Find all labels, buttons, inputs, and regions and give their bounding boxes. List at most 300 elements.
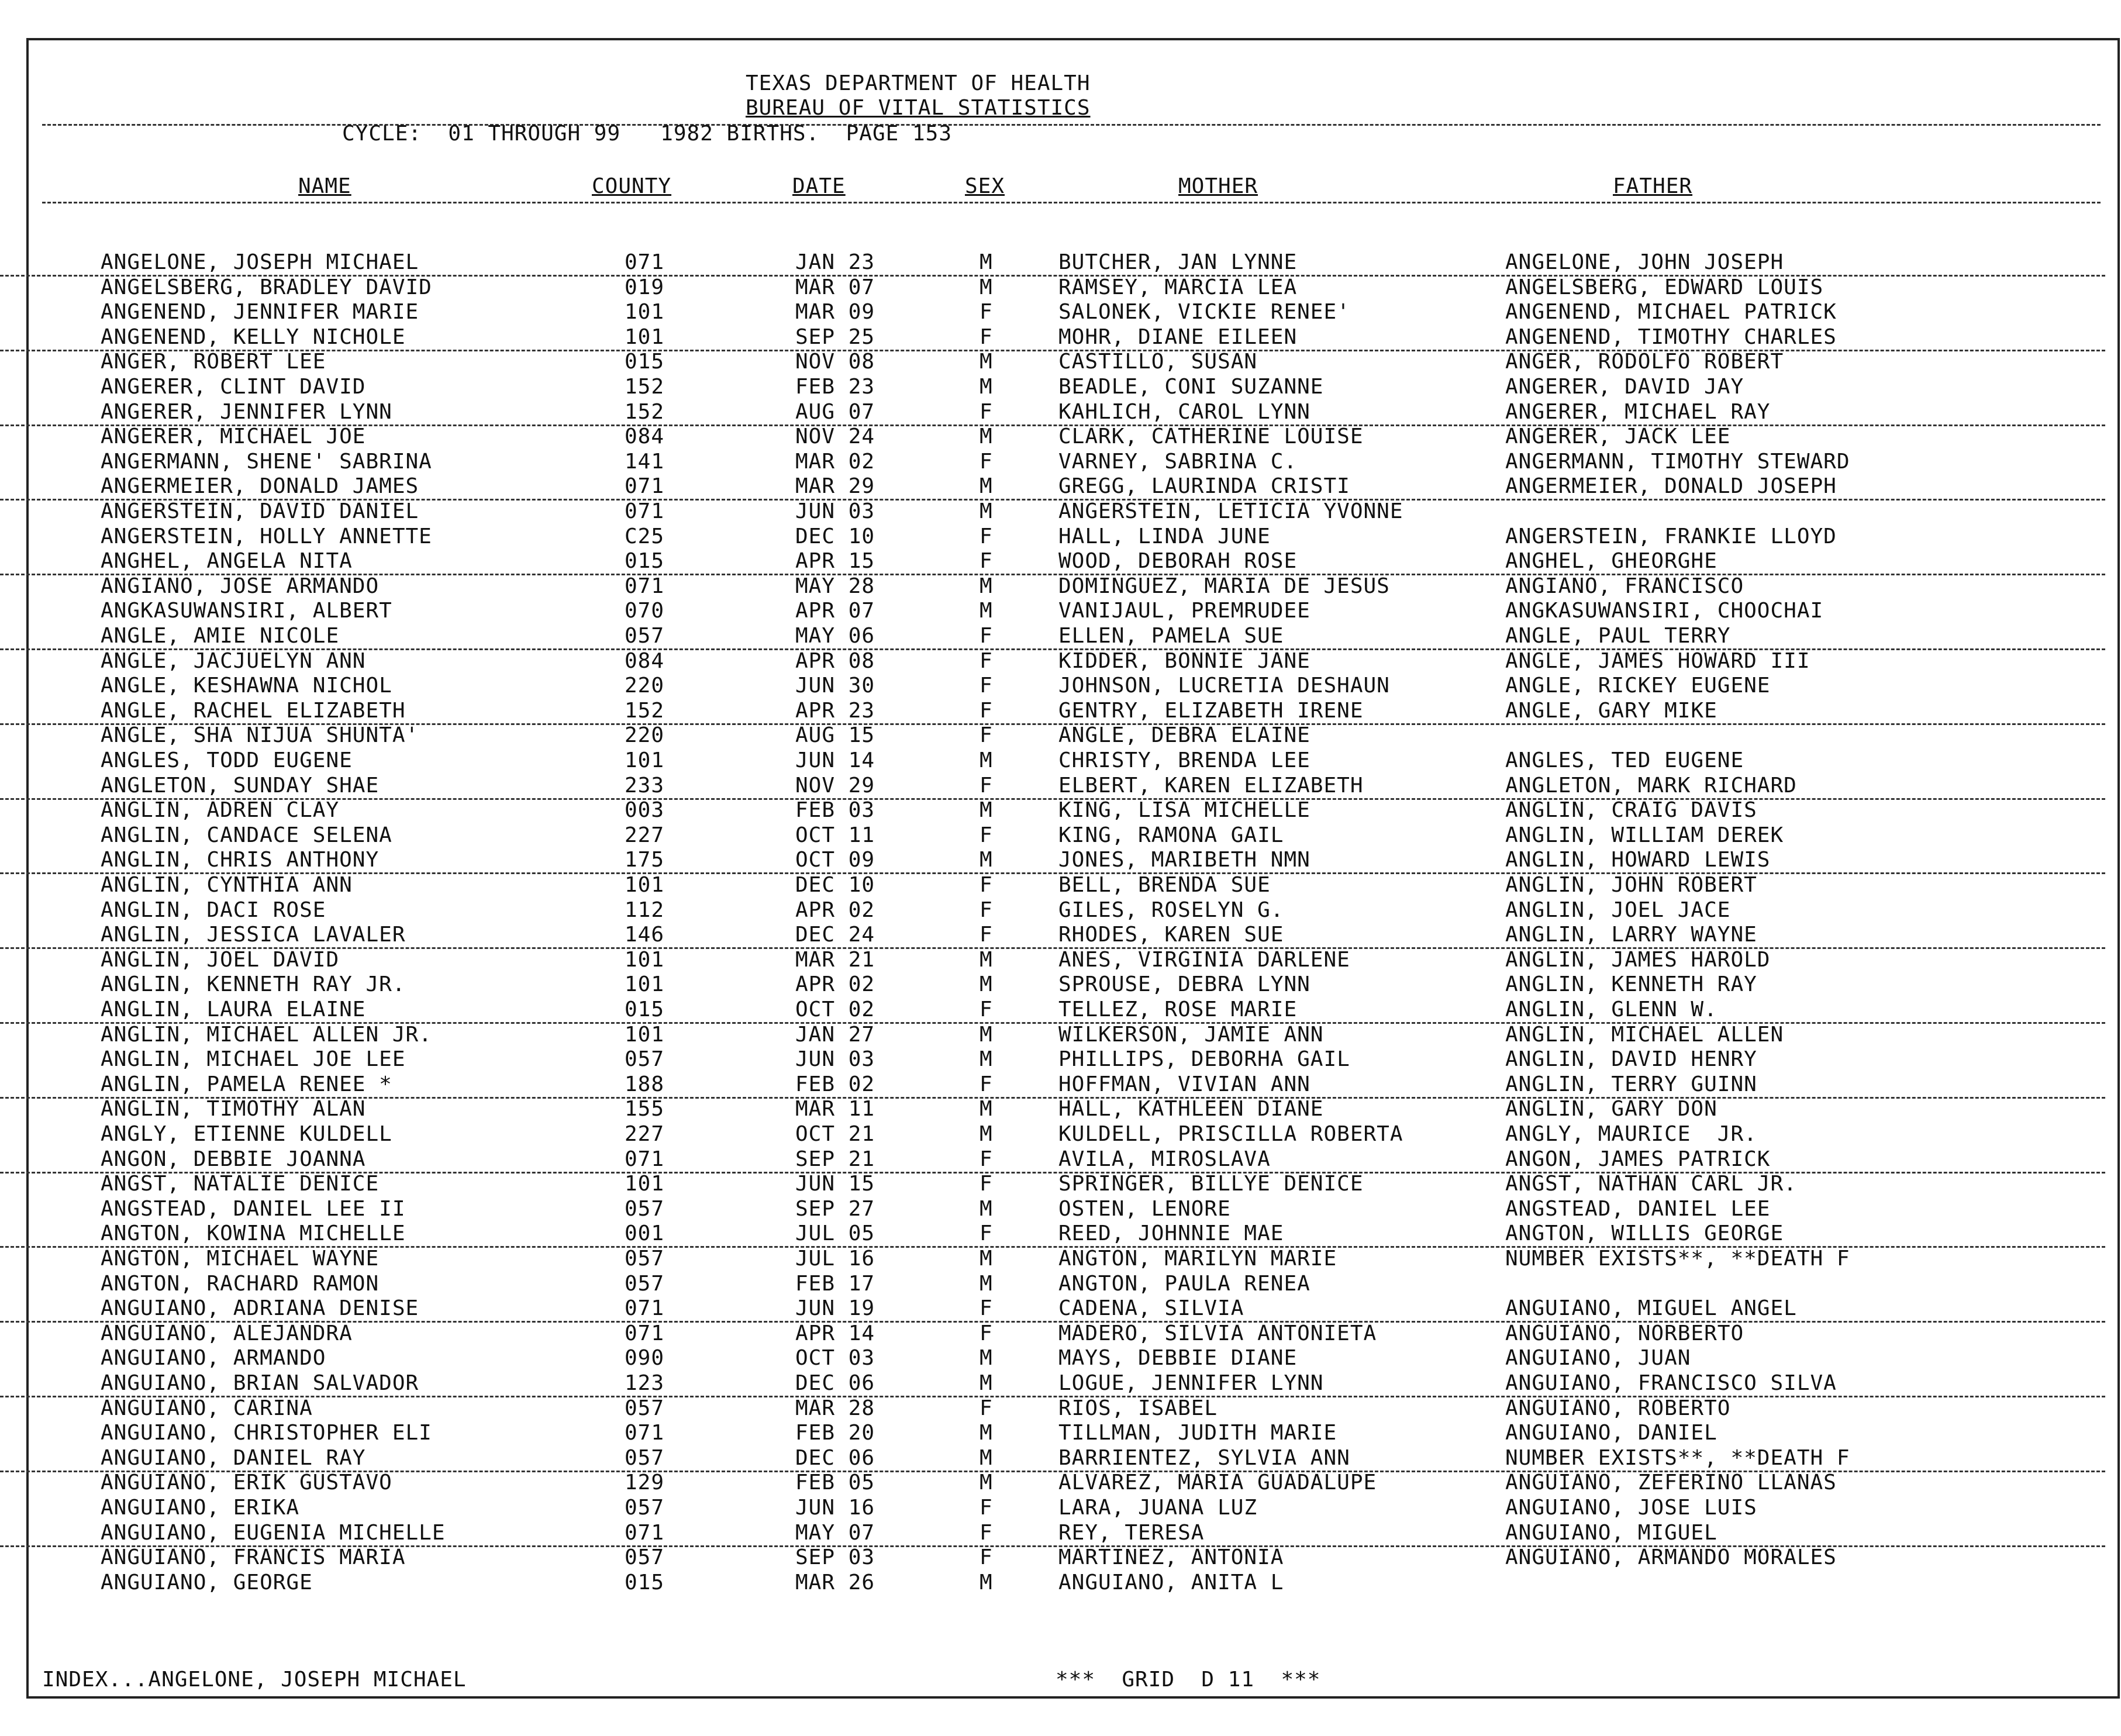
cell-county: 057 <box>625 1396 665 1420</box>
cell-sex: F <box>980 450 993 474</box>
table-row <box>0 1396 2105 1421</box>
cell-father: ANGLIN, WILLIAM DEREK <box>1505 823 1784 847</box>
cell-county: 220 <box>625 723 665 747</box>
cell-county: 101 <box>625 748 665 772</box>
cell-name: ANGUIANO, EUGENIA MICHELLE <box>101 1521 446 1545</box>
cell-name: ANGUIANO, FRANCIS MARIA <box>101 1545 406 1569</box>
cell-sex: F <box>980 923 993 947</box>
table-row <box>0 1147 2105 1174</box>
cell-date: OCT 09 <box>795 848 875 872</box>
table-row <box>0 748 2105 773</box>
cell-mother: MARTINEZ, ANTONIA <box>1058 1545 1284 1569</box>
cell-date: APR 02 <box>795 898 875 922</box>
table-row <box>0 375 2105 399</box>
cell-father: ANGELSBERG, EDWARD LOUIS <box>1505 275 1824 299</box>
cell-date: NOV 08 <box>795 350 875 374</box>
cell-county: 015 <box>625 1571 665 1595</box>
cell-date: JAN 23 <box>795 250 875 274</box>
cell-mother: RHODES, KAREN SUE <box>1058 923 1284 947</box>
table-row <box>0 823 2105 848</box>
cell-name: ANGLETON, SUNDAY SHAE <box>101 774 380 798</box>
cell-name: ANGERMANN, SHENE' SABRINA <box>101 450 432 474</box>
cell-mother: VARNEY, SABRINA C. <box>1058 450 1298 474</box>
cell-county: 057 <box>625 1047 665 1071</box>
col-header-county: COUNTY <box>592 174 672 198</box>
cell-mother: AVILA, MIROSLAVA <box>1058 1147 1271 1171</box>
cell-county: 057 <box>625 1197 665 1221</box>
table-row <box>0 1197 2105 1221</box>
cell-county: 188 <box>625 1072 665 1096</box>
cell-date: JUN 30 <box>795 674 875 698</box>
cell-county: 057 <box>625 1247 665 1271</box>
cell-name: ANGUIANO, GEORGE <box>101 1571 313 1595</box>
cell-sex: M <box>980 1421 993 1445</box>
cell-name: ANGLIN, JOEL DAVID <box>101 948 340 972</box>
cell-mother: ELBERT, KAREN ELIZABETH <box>1058 774 1364 798</box>
cell-mother: CADENA, SILVIA <box>1058 1296 1244 1320</box>
cell-sex: F <box>980 998 993 1021</box>
cell-name: ANGLE, SHA NIJUA SHUNTA' <box>101 723 419 747</box>
cell-name: ANGLIN, ADREN CLAY <box>101 798 340 822</box>
cell-mother: CHRISTY, BRENDA LEE <box>1058 748 1310 772</box>
table-row <box>0 1371 2105 1397</box>
cell-name: ANGLE, JACJUELYN ANN <box>101 649 366 673</box>
cell-father: ANGERER, JACK LEE <box>1505 424 1731 448</box>
cell-name: ANGELSBERG, BRADLEY DAVID <box>101 275 432 299</box>
cell-father: ANGERMEIER, DONALD JOSEPH <box>1505 474 1837 498</box>
cell-sex: M <box>980 1446 993 1470</box>
cell-county: 057 <box>625 624 665 648</box>
cell-sex: F <box>980 699 993 723</box>
cell-mother: ANGTON, MARILYN MARIE <box>1058 1247 1337 1271</box>
cell-date: OCT 21 <box>795 1122 875 1146</box>
cell-date: APR 15 <box>795 549 875 573</box>
cell-mother: ELLEN, PAMELA SUE <box>1058 624 1284 648</box>
cell-name: ANGERSTEIN, DAVID DANIEL <box>101 499 419 523</box>
footer-index: INDEX...ANGELONE, JOSEPH MICHAEL <box>42 1668 467 1692</box>
table-row <box>0 1047 2105 1072</box>
cell-county: 071 <box>625 574 665 598</box>
cell-date: JUN 16 <box>795 1496 875 1520</box>
cell-name: ANGLIN, CYNTHIA ANN <box>101 873 353 897</box>
cell-father: ANGUIANO, ARMANDO MORALES <box>1505 1545 1837 1569</box>
cell-father: ANGLES, TED EUGENE <box>1505 748 1744 772</box>
cell-name: ANGUIANO, ARMANDO <box>101 1346 326 1370</box>
cell-father: ANGER, RODOLFO ROBERT <box>1505 350 1784 374</box>
cell-father: ANGERSTEIN, FRANKIE LLOYD <box>1505 524 1837 548</box>
cell-date: JUN 03 <box>795 1047 875 1071</box>
cell-county: 057 <box>625 1446 665 1470</box>
cell-date: JUN 19 <box>795 1296 875 1320</box>
cell-date: OCT 11 <box>795 823 875 847</box>
cell-county: 057 <box>625 1496 665 1520</box>
table-row <box>0 699 2105 725</box>
cell-county: 015 <box>625 998 665 1021</box>
table-row <box>0 1571 2105 1595</box>
cell-name: ANGTON, KOWINA MICHELLE <box>101 1221 406 1245</box>
cell-sex: M <box>980 1047 993 1071</box>
cell-sex: M <box>980 275 993 299</box>
cell-county: 146 <box>625 923 665 947</box>
col-header-name: NAME <box>298 174 351 198</box>
cell-name: ANGLY, ETIENNE KULDELL <box>101 1122 392 1146</box>
cell-name: ANGERER, CLINT DAVID <box>101 375 366 399</box>
cell-county: 084 <box>625 424 665 448</box>
table-row <box>0 1023 2105 1047</box>
cell-date: AUG 15 <box>795 723 875 747</box>
cell-mother: WILKERSON, JAMIE ANN <box>1058 1023 1324 1047</box>
col-header-sex: SEX <box>965 174 1005 198</box>
cell-father: ANGERER, DAVID JAY <box>1505 375 1744 399</box>
table-row <box>0 1346 2105 1371</box>
cell-father: NUMBER EXISTS**, **DEATH F <box>1505 1446 1850 1470</box>
cell-county: 057 <box>625 1545 665 1569</box>
cell-name: ANGUIANO, ERIKA <box>101 1496 300 1520</box>
cell-date: NOV 29 <box>795 774 875 798</box>
cell-date: FEB 20 <box>795 1421 875 1445</box>
cell-date: DEC 06 <box>795 1371 875 1395</box>
cell-name: ANGLIN, KENNETH RAY JR. <box>101 972 406 996</box>
cell-father: ANGLE, JAMES HOWARD III <box>1505 649 1810 673</box>
cell-date: FEB 02 <box>795 1072 875 1096</box>
cell-name: ANGERMEIER, DONALD JAMES <box>101 474 419 498</box>
table-row <box>0 1296 2105 1323</box>
cell-mother: CASTILLO, SUSAN <box>1058 350 1258 374</box>
cell-date: MAR 29 <box>795 474 875 498</box>
table-row <box>0 275 2105 300</box>
table-row <box>0 873 2105 898</box>
cell-sex: F <box>980 1321 993 1345</box>
cell-county: 071 <box>625 1521 665 1545</box>
cell-mother: ANGUIANO, ANITA L <box>1058 1571 1284 1595</box>
cell-father: ANGSTEAD, DANIEL LEE <box>1505 1197 1771 1221</box>
cell-mother: GENTRY, ELIZABETH IRENE <box>1058 699 1364 723</box>
cycle-line: CYCLE: 01 THROUGH 99 1982 BIRTHS. PAGE 153 <box>342 122 952 146</box>
cell-date: SEP 27 <box>795 1197 875 1221</box>
cell-mother: SPRINGER, BILLYE DENICE <box>1058 1172 1364 1196</box>
cell-sex: F <box>980 1172 993 1196</box>
cell-county: C25 <box>625 524 665 548</box>
cell-county: 152 <box>625 375 665 399</box>
cell-date: FEB 23 <box>795 375 875 399</box>
cell-date: FEB 17 <box>795 1272 875 1296</box>
cell-name: ANGLIN, CHRIS ANTHONY <box>101 848 380 872</box>
table-row <box>0 325 2105 351</box>
cell-date: MAY 28 <box>795 574 875 598</box>
cell-sex: M <box>980 350 993 374</box>
cell-sex: F <box>980 624 993 648</box>
cell-county: 071 <box>625 474 665 498</box>
cell-mother: KING, RAMONA GAIL <box>1058 823 1284 847</box>
cell-sex: M <box>980 250 993 274</box>
cell-father: ANGENEND, MICHAEL PATRICK <box>1505 300 1837 324</box>
cell-mother: LOGUE, JENNIFER LYNN <box>1058 1371 1324 1395</box>
cell-county: 003 <box>625 798 665 822</box>
cell-sex: M <box>980 948 993 972</box>
cell-father: ANGLIN, GARY DON <box>1505 1097 1718 1121</box>
cell-mother: MOHR, DIANE EILEEN <box>1058 325 1298 349</box>
cell-father: ANGUIANO, MIGUEL <box>1505 1521 1718 1545</box>
cell-name: ANGLES, TODD EUGENE <box>101 748 353 772</box>
cell-date: SEP 25 <box>795 325 875 349</box>
cell-sex: M <box>980 1197 993 1221</box>
table-row <box>0 998 2105 1024</box>
cell-mother: PHILLIPS, DEBORHA GAIL <box>1058 1047 1350 1071</box>
cell-date: DEC 24 <box>795 923 875 947</box>
cell-name: ANGON, DEBBIE JOANNA <box>101 1147 366 1171</box>
cell-date: OCT 03 <box>795 1346 875 1370</box>
cell-father: ANGLIN, TERRY GUINN <box>1505 1072 1757 1096</box>
cell-date: JUN 03 <box>795 499 875 523</box>
cell-name: ANGIANO, JOSE ARMANDO <box>101 574 380 598</box>
cell-county: 129 <box>625 1471 665 1495</box>
cell-name: ANGLE, KESHAWNA NICHOL <box>101 674 392 698</box>
cell-county: 015 <box>625 350 665 374</box>
cell-date: AUG 07 <box>795 400 875 424</box>
cell-father: ANGUIANO, ZEFERINO LLANAS <box>1505 1471 1837 1495</box>
cell-county: 152 <box>625 699 665 723</box>
cell-date: MAR 07 <box>795 275 875 299</box>
cell-sex: M <box>980 574 993 598</box>
cell-mother: ALVAREZ, MARIA GUADALUPE <box>1058 1471 1377 1495</box>
cell-date: APR 23 <box>795 699 875 723</box>
cell-county: 101 <box>625 1172 665 1196</box>
cell-sex: F <box>980 1072 993 1096</box>
cell-name: ANGLIN, DACI ROSE <box>101 898 326 922</box>
table-row <box>0 1272 2105 1296</box>
cell-sex: M <box>980 972 993 996</box>
table-row <box>0 300 2105 325</box>
cell-mother: WOOD, DEBORAH ROSE <box>1058 549 1298 573</box>
cell-sex: M <box>980 848 993 872</box>
cell-mother: ANGTON, PAULA RENEA <box>1058 1272 1310 1296</box>
table-row <box>0 474 2105 501</box>
cell-sex: F <box>980 300 993 324</box>
cell-mother: TELLEZ, ROSE MARIE <box>1058 998 1298 1021</box>
cell-county: 233 <box>625 774 665 798</box>
cell-date: MAR 09 <box>795 300 875 324</box>
cell-mother: RIOS, ISABEL <box>1058 1396 1218 1420</box>
cell-mother: DOMINGUEZ, MARIA DE JESUS <box>1058 574 1390 598</box>
cell-name: ANGENEND, JENNIFER MARIE <box>101 300 419 324</box>
cell-father: ANGST, NATHAN CARL JR. <box>1505 1172 1797 1196</box>
table-row <box>0 898 2105 923</box>
cell-county: 101 <box>625 300 665 324</box>
cell-county: 071 <box>625 499 665 523</box>
table-row <box>0 1122 2105 1147</box>
col-header-date: DATE <box>792 174 846 198</box>
cell-father: ANGLE, GARY MIKE <box>1505 699 1718 723</box>
table-row <box>0 798 2105 823</box>
cell-date: FEB 03 <box>795 798 875 822</box>
cell-sex: F <box>980 1396 993 1420</box>
cell-county: 123 <box>625 1371 665 1395</box>
cell-date: JAN 27 <box>795 1023 875 1047</box>
cell-father: ANGLE, PAUL TERRY <box>1505 624 1731 648</box>
cell-sex: F <box>980 549 993 573</box>
cell-county: 101 <box>625 948 665 972</box>
cell-father: ANGLIN, GLENN W. <box>1505 998 1718 1021</box>
cell-mother: GILES, ROSELYN G. <box>1058 898 1284 922</box>
cell-father: ANGLIN, JOEL JACE <box>1505 898 1731 922</box>
cell-county: 071 <box>625 1321 665 1345</box>
cell-county: 084 <box>625 649 665 673</box>
table-row <box>0 1072 2105 1099</box>
cell-mother: BEADLE, CONI SUZANNE <box>1058 375 1324 399</box>
cell-name: ANGLE, AMIE NICOLE <box>101 624 340 648</box>
cell-county: 155 <box>625 1097 665 1121</box>
cell-name: ANGUIANO, BRIAN SALVADOR <box>101 1371 419 1395</box>
table-row <box>0 250 2105 277</box>
cell-mother: MADERO, SILVIA ANTONIETA <box>1058 1321 1377 1345</box>
cell-mother: HOFFMAN, VIVIAN ANN <box>1058 1072 1310 1096</box>
cell-sex: F <box>980 649 993 673</box>
table-row <box>0 1321 2105 1346</box>
cell-name: ANGST, NATALIE DENICE <box>101 1172 380 1196</box>
table-row <box>0 524 2105 549</box>
cell-county: 101 <box>625 972 665 996</box>
cell-name: ANGLIN, TIMOTHY ALAN <box>101 1097 366 1121</box>
cell-date: MAR 26 <box>795 1571 875 1595</box>
cell-name: ANGERER, JENNIFER LYNN <box>101 400 392 424</box>
cell-name: ANGLIN, JESSICA LAVALER <box>101 923 406 947</box>
cell-name: ANGUIANO, ALEJANDRA <box>101 1321 353 1345</box>
cell-county: 019 <box>625 275 665 299</box>
cell-name: ANGLIN, MICHAEL JOE LEE <box>101 1047 406 1071</box>
cell-mother: KAHLICH, CAROL LYNN <box>1058 400 1310 424</box>
table-row <box>0 400 2105 426</box>
cell-father: ANGLIN, MICHAEL ALLEN <box>1505 1023 1784 1047</box>
table-row <box>0 649 2105 674</box>
cell-father: ANGLY, MAURICE JR. <box>1505 1122 1757 1146</box>
cell-name: ANGLIN, CANDACE SELENA <box>101 823 392 847</box>
table-row <box>0 574 2105 599</box>
cell-father: ANGKASUWANSIRI, CHOOCHAI <box>1505 599 1824 623</box>
cell-sex: M <box>980 474 993 498</box>
cell-mother: TILLMAN, JUDITH MARIE <box>1058 1421 1337 1445</box>
cell-date: APR 08 <box>795 649 875 673</box>
cell-mother: REED, JOHNNIE MAE <box>1058 1221 1284 1245</box>
cell-mother: SPROUSE, DEBRA LYNN <box>1058 972 1310 996</box>
cell-date: APR 07 <box>795 599 875 623</box>
cell-father: ANGELONE, JOHN JOSEPH <box>1505 250 1784 274</box>
cell-county: 015 <box>625 549 665 573</box>
cell-name: ANGUIANO, ADRIANA DENISE <box>101 1296 419 1320</box>
cell-county: 070 <box>625 599 665 623</box>
cell-county: 057 <box>625 1272 665 1296</box>
cell-name: ANGKASUWANSIRI, ALBERT <box>101 599 392 623</box>
cell-father: ANGLIN, KENNETH RAY <box>1505 972 1757 996</box>
cell-father: ANGERMANN, TIMOTHY STEWARD <box>1505 450 1850 474</box>
cell-name: ANGLIN, LAURA ELAINE <box>101 998 366 1021</box>
cell-sex: F <box>980 674 993 698</box>
table-row <box>0 674 2105 698</box>
table-row <box>0 450 2105 474</box>
table-row <box>0 948 2105 972</box>
cell-sex: M <box>980 424 993 448</box>
table-row <box>0 1172 2105 1196</box>
table-row <box>0 549 2105 575</box>
cell-county: 071 <box>625 1296 665 1320</box>
cell-mother: VANIJAUL, PREMRUDEE <box>1058 599 1310 623</box>
side-mark <box>0 1681 48 1704</box>
table-row <box>0 972 2105 997</box>
cell-date: SEP 03 <box>795 1545 875 1569</box>
cell-mother: BUTCHER, JAN LYNNE <box>1058 250 1298 274</box>
cell-county: 152 <box>625 400 665 424</box>
cell-mother: GREGG, LAURINDA CRISTI <box>1058 474 1350 498</box>
cell-name: ANGERSTEIN, HOLLY ANNETTE <box>101 524 432 548</box>
table-row <box>0 1446 2105 1472</box>
cell-name: ANGSTEAD, DANIEL LEE II <box>101 1197 406 1221</box>
table-row <box>0 1421 2105 1445</box>
cell-father: ANGLIN, DAVID HENRY <box>1505 1047 1757 1071</box>
cell-sex: M <box>980 798 993 822</box>
cell-sex: F <box>980 823 993 847</box>
cell-name: ANGER, ROBERT LEE <box>101 350 326 374</box>
cell-date: MAR 21 <box>795 948 875 972</box>
cell-sex: F <box>980 524 993 548</box>
cell-father: ANGUIANO, ROBERTO <box>1505 1396 1731 1420</box>
cell-mother: HALL, KATHLEEN DIANE <box>1058 1097 1324 1121</box>
cell-county: 227 <box>625 1122 665 1146</box>
cell-county: 101 <box>625 873 665 897</box>
cell-sex: F <box>980 774 993 798</box>
cell-county: 227 <box>625 823 665 847</box>
cell-father: ANGLIN, CRAIG DAVIS <box>1505 798 1757 822</box>
table-row <box>0 1221 2105 1248</box>
cell-mother: KIDDER, BONNIE JANE <box>1058 649 1310 673</box>
cell-father: ANGLIN, HOWARD LEWIS <box>1505 848 1771 872</box>
cell-sex: F <box>980 1496 993 1520</box>
cell-county: 090 <box>625 1346 665 1370</box>
cell-mother: HALL, LINDA JUNE <box>1058 524 1271 548</box>
cell-mother: ANES, VIRGINIA DARLENE <box>1058 948 1350 972</box>
cell-name: ANGUIANO, DANIEL RAY <box>101 1446 366 1470</box>
cell-father: ANGHEL, GHEORGHE <box>1505 549 1718 573</box>
cell-sex: M <box>980 1097 993 1121</box>
report-subtitle: BUREAU OF VITAL STATISTICS <box>746 96 1091 120</box>
cell-sex: M <box>980 1371 993 1395</box>
cell-date: MAR 28 <box>795 1396 875 1420</box>
cell-name: ANGUIANO, ERIK GUSTAVO <box>101 1471 392 1495</box>
cell-father: ANGERER, MICHAEL RAY <box>1505 400 1771 424</box>
cell-mother: MAYS, DEBBIE DIANE <box>1058 1346 1298 1370</box>
cell-father: NUMBER EXISTS**, **DEATH F <box>1505 1247 1850 1271</box>
cell-name: ANGTON, RACHARD RAMON <box>101 1272 380 1296</box>
cell-sex: F <box>980 1545 993 1569</box>
cell-father: ANGLETON, MARK RICHARD <box>1505 774 1797 798</box>
cell-father: ANGON, JAMES PATRICK <box>1505 1147 1771 1171</box>
cell-name: ANGTON, MICHAEL WAYNE <box>101 1247 380 1271</box>
cell-date: SEP 21 <box>795 1147 875 1171</box>
cell-sex: F <box>980 898 993 922</box>
cell-date: JUN 15 <box>795 1172 875 1196</box>
cell-father: ANGUIANO, MIGUEL ANGEL <box>1505 1296 1797 1320</box>
cell-county: 220 <box>625 674 665 698</box>
cell-mother: RAMSEY, MARCIA LEA <box>1058 275 1298 299</box>
table-row <box>0 774 2105 800</box>
cell-father: ANGUIANO, JOSE LUIS <box>1505 1496 1757 1520</box>
cell-mother: KULDELL, PRISCILLA ROBERTA <box>1058 1122 1403 1146</box>
cell-name: ANGENEND, KELLY NICHOLE <box>101 325 406 349</box>
cell-name: ANGUIANO, CHRISTOPHER ELI <box>101 1421 432 1445</box>
cell-county: 141 <box>625 450 665 474</box>
cell-date: NOV 24 <box>795 424 875 448</box>
cell-mother: JONES, MARIBETH NMN <box>1058 848 1310 872</box>
table-row <box>0 723 2105 748</box>
cell-county: 001 <box>625 1221 665 1245</box>
